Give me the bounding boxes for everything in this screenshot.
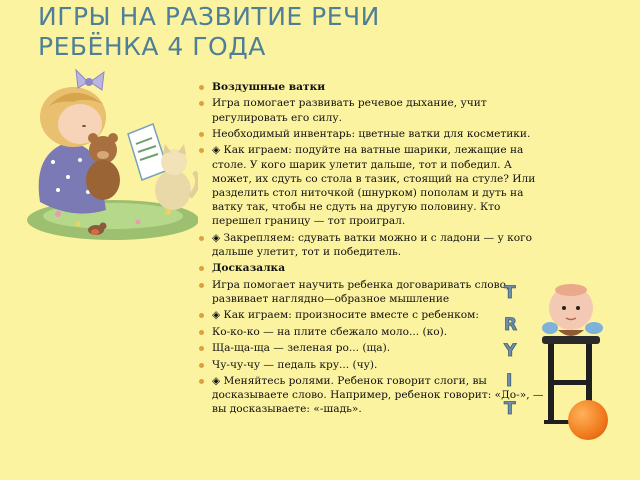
- list-item: [198, 143, 546, 228]
- try-letter: R: [504, 315, 518, 335]
- try-letter: T: [504, 399, 516, 419]
- list-item: [198, 341, 546, 355]
- bullet-icon: [199, 379, 204, 384]
- item-text: Досказалка: [212, 262, 286, 275]
- list-item: [198, 96, 546, 124]
- item-text: Ща-ща-ща — зеленая ро... (ща).: [212, 342, 391, 355]
- try-letter: Y: [504, 341, 517, 361]
- item-text: Игра помогает развивать речевое дыхание, учит регулировать его силу.: [212, 97, 487, 124]
- list-item: [198, 358, 546, 372]
- list-item: [198, 80, 546, 94]
- item-text: Ко-ко-ко — на плите сбежало моло... (ко).: [212, 325, 448, 338]
- list-item: [198, 308, 546, 322]
- list-item: [198, 325, 546, 339]
- bullet-icon: [199, 313, 204, 318]
- title-line-1: ИГРЫ НА РАЗВИТИЕ РЕЧИ: [38, 2, 380, 31]
- item-text: Воздушные ватки: [212, 81, 326, 93]
- bullet-icon: [199, 85, 204, 90]
- list-item: [198, 374, 546, 417]
- girl-reading-illustration: [18, 62, 198, 252]
- content-list: [198, 80, 546, 419]
- title-line-2: РЕБЁНКА 4 ГОДА: [38, 32, 266, 61]
- list-item: [198, 278, 546, 306]
- item-text: Чу-чу-чу — педаль кру... (чу).: [212, 358, 378, 371]
- bullet-icon: [199, 236, 204, 241]
- item-text: ◈ Как играем: произносите вместе с ребенком:: [212, 309, 479, 322]
- bullet-icon: [199, 266, 204, 271]
- orange-ball-icon: [568, 400, 608, 440]
- list-item: [198, 127, 546, 141]
- bullet-icon: [199, 101, 204, 106]
- bullet-icon: [199, 283, 204, 288]
- try-letter: T: [504, 283, 516, 303]
- list-item: [198, 231, 546, 259]
- list-item: [198, 261, 546, 275]
- try-letter: I: [506, 371, 513, 391]
- bullet-icon: [199, 148, 204, 153]
- bullet-icon: [199, 132, 204, 137]
- bullet-icon: [199, 346, 204, 351]
- item-text: ◈ Как играем: подуйте на ватные шарики, лежащие на столе. У кого шарик улетит дальше, тот и победил. А может, их сдуть со стола в тазик, стоящий на стуле? Или разделить стол ниточкой (шнурком) пополам и дуть на ватку так, чтобы не сдуть на другую половину. Кто перешел границу — тот проиграл.: [212, 144, 536, 228]
- item-text: Необходимый инвентарь: цветные ватки для косметики.: [212, 127, 531, 140]
- slide-title: [38, 2, 380, 62]
- item-text: ◈ Закрепляем: сдувать ватки можно и с ладони — у кого дальше улетит, тот и победитель.: [212, 231, 533, 258]
- item-text: ◈ Меняйтесь ролями. Ребенок говорит слоги, вы досказываете слово. Например, ребенок говорит: «До-», — вы досказываете: «-шадь».: [212, 374, 544, 416]
- item-text: Игра помогает научить ребенка договаривать слово, развивает наглядно—образное мышление: [212, 278, 510, 305]
- bullet-icon: [199, 363, 204, 368]
- bullet-icon: [199, 330, 204, 335]
